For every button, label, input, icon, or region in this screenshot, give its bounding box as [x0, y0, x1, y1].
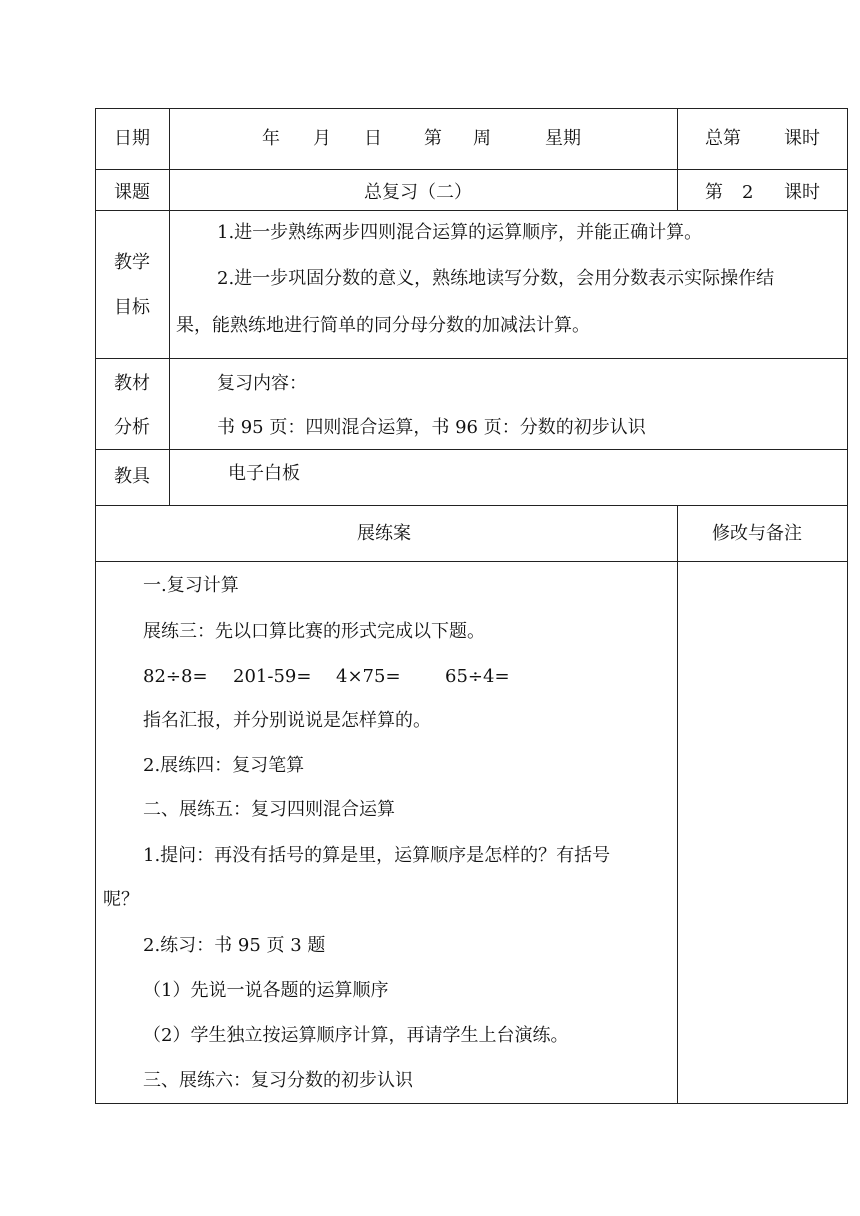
notes-header: 修改与备注 [712, 523, 802, 544]
date-day: 日 [364, 128, 382, 149]
date-year: 年 [262, 128, 280, 149]
goals-label-line1: 教学 [114, 252, 150, 273]
plan-line-exercise-five: 二、展练五：复习四则混合运算 [143, 799, 395, 820]
plan-line-step1: （1）先说一说各题的运算顺序 [143, 980, 389, 1001]
date-month: 月 [313, 128, 331, 149]
total-lesson-suffix: 课时 [784, 128, 820, 149]
materials-label-line1: 教材 [114, 373, 150, 394]
goals-line1: 1.进一步熟练两步四则混合运算的运算顺序，并能正确计算。 [217, 222, 703, 243]
total-lesson-prefix: 总第 [705, 128, 741, 149]
date-week-prefix: 第 [424, 128, 442, 149]
goals-label-line2: 目标 [114, 297, 150, 318]
plan-line-exercise-three: 展练三：先以口算比赛的形式完成以下题。 [143, 621, 485, 642]
materials-line2: 书 95 页：四则混合运算，书 96 页：分数的初步认识 [217, 417, 646, 438]
lesson-number-prefix: 第 [705, 182, 723, 203]
problem-2: 201-59= [233, 666, 312, 687]
problem-1: 82÷8= [143, 666, 208, 687]
problem-3: 4×75= [336, 666, 401, 687]
label-column-divider [169, 108, 170, 505]
plan-line-exercise-four: 2.展练四：复习笔算 [143, 755, 305, 776]
materials-line1: 复习内容： [217, 373, 307, 394]
plan-line-review-calc: 一.复习计算 [143, 575, 239, 596]
table-top-border [95, 108, 848, 109]
plan-line-question-cont: 呢？ [103, 889, 139, 910]
tools-label: 教具 [114, 466, 150, 487]
tools-content: 电子白板 [228, 463, 300, 484]
lesson-number-suffix: 课时 [784, 182, 820, 203]
plan-line-practice: 2.练习：书 95 页 3 题 [143, 935, 326, 956]
row-divider-2 [95, 210, 848, 211]
problem-4: 65÷4= [445, 666, 510, 687]
date-weekday: 星期 [545, 128, 581, 149]
plan-line-exercise-six: 三、展练六：复习分数的初步认识 [143, 1070, 413, 1091]
plan-header: 展练案 [357, 523, 411, 544]
date-label: 日期 [114, 128, 150, 149]
plan-line-step2: （2）学生独立按运算顺序计算，再请学生上台演练。 [143, 1025, 569, 1046]
goals-line2: 2.进一步巩固分数的意义，熟练地读写分数，会用分数表示实际操作结 [217, 268, 775, 289]
row-divider-6 [95, 561, 848, 562]
plan-line-report: 指名汇报，并分别说说是怎样算的。 [143, 710, 431, 731]
topic-title: 总复习（二） [364, 182, 472, 203]
table-left-border [95, 108, 96, 1104]
notes-column-divider-top [677, 108, 678, 210]
table-right-border [847, 108, 848, 1104]
date-week: 周 [473, 128, 491, 149]
table-bottom-border [95, 1103, 848, 1104]
row-divider-5 [95, 505, 848, 506]
topic-label: 课题 [114, 182, 150, 203]
goals-line3: 果，能熟练地进行简单的同分母分数的加减法计算。 [176, 315, 590, 336]
row-divider-3 [95, 358, 848, 359]
materials-label-line2: 分析 [114, 417, 150, 438]
row-divider-4 [95, 449, 848, 450]
plan-line-question: 1.提问：再没有括号的算是里，运算顺序是怎样的？有括号 [143, 845, 611, 866]
lesson-number: 2 [742, 182, 754, 203]
notes-column-divider-bottom [677, 505, 678, 1103]
row-divider-1 [95, 169, 848, 170]
